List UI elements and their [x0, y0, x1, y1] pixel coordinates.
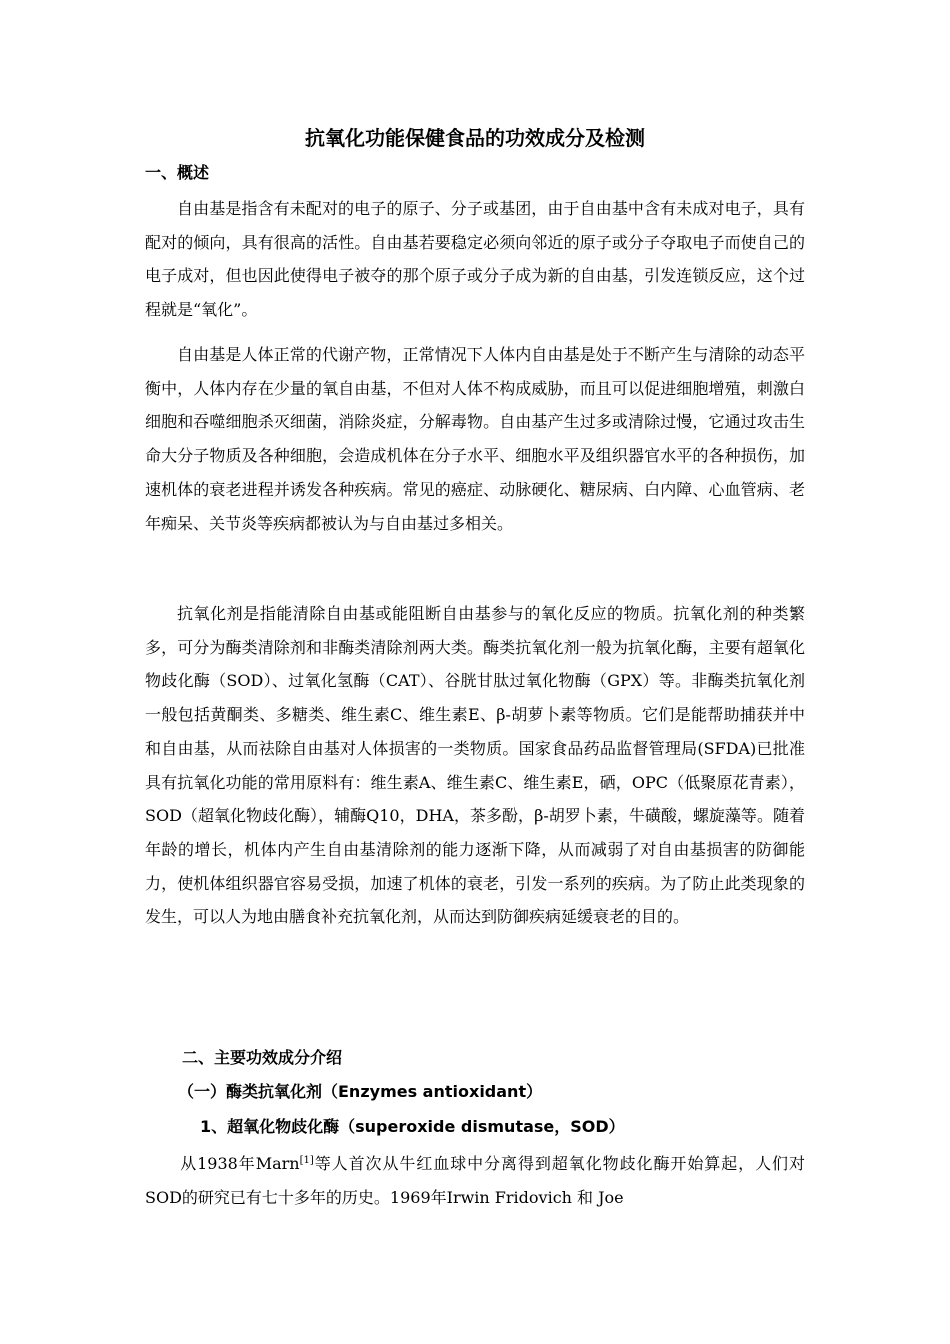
paragraph-antioxidants: 抗氧化剂是指能清除自由基或能阻断自由基参与的氧化反应的物质。抗氧化剂的种类繁多，可分为酶类清除剂和非酶类清除剂两大类。酶类抗氧化剂一般为抗氧化酶，主要有超氧化物歧化酶（SOD）、过氧化氢酶（CAT）、谷胱甘肽过氧化物酶（GPX）等。非酶类抗氧化剂一般包括黄酮类、多糖类、维生素C、维生素E、β-胡萝卜素等物质。它们是能帮助捕获并中和自由基，从而祛除自由基对人体损害的一类物质。国家食品药品监督管理局(SFDA)已批准具有抗氧化功能的常用原料有：维生素A、维生素C、维生素E，硒，OPC（低聚原花青素），SOD（超氧化物歧化酶），辅酶Q10，DHA，茶多酚，β-胡罗卜素，牛磺酸，螺旋藻等。随着年龄的增长，机体内产生自由基清除剂的能力逐渐下降，从而减弱了对自由基损害的防御能力，使机体组织器官容易受损，加速了机体的衰老，引发一系列的疾病。为了防止此类现象的发生，可以人为地由膳食补充抗氧化剂，从而达到防御疾病延缓衰老的目的。 [145, 604, 805, 927]
section-heading-main-ingredients: 二、主要功效成分介绍 [182, 1048, 343, 1067]
paragraph-sod-history-text-2: 等人首次从牛红血球中分离得到超氧化物歧化酶开始算起，人们对SOD的研究已有七十多年的历史。1969年Irwin Fridovich 和 Joe [145, 1154, 805, 1207]
section-heading-overview: 一、概述 [145, 163, 210, 182]
document-title: 抗氧化功能保健食品的功效成分及检测 [305, 126, 645, 150]
paragraph-free-radicals-metabolism: 自由基是人体正常的代谢产物，正常情况下人体内自由基是处于不断产生与清除的动态平衡中，人体内存在少量的氧自由基，不但对人体不构成威胁，而且可以促进细胞增殖，刺激白细胞和吞噬细胞杀灭细菌，消除炎症，分解毒物。自由基产生过多或清除过慢，它通过攻击生命大分子物质及各种细胞，会造成机体在分子水平、细胞水平及组织器官水平的各种损伤，加速机体的衰老进程并诱发各种疾病。常见的癌症、动脉硬化、糖尿病、白内障、心血管病、老年痴呆、关节炎等疾病都被认为与自由基过多相关。 [145, 345, 805, 533]
subsubsection-heading-sod: 1、超氧化物歧化酶（superoxide dismutase，SOD） [200, 1117, 625, 1136]
paragraph-sod-history-text-1: 从1938年Marn [180, 1154, 300, 1173]
citation-reference: [1] [299, 1155, 314, 1166]
subsection-heading-enzymes: （一）酶类抗氧化剂（Enzymes antioxidant） [178, 1082, 543, 1101]
paragraph-sod-history [145, 1147, 805, 1214]
paragraph-free-radicals-definition: 自由基是指含有未配对的电子的原子、分子或基团，由于自由基中含有未成对电子，具有配对的倾向，具有很高的活性。自由基若要稳定必须向邻近的原子或分子夺取电子而使自己的电子成对，但也因此使得电子被夺的那个原子或分子成为新的自由基，引发连锁反应，这个过程就是“氧化”。 [145, 199, 805, 320]
